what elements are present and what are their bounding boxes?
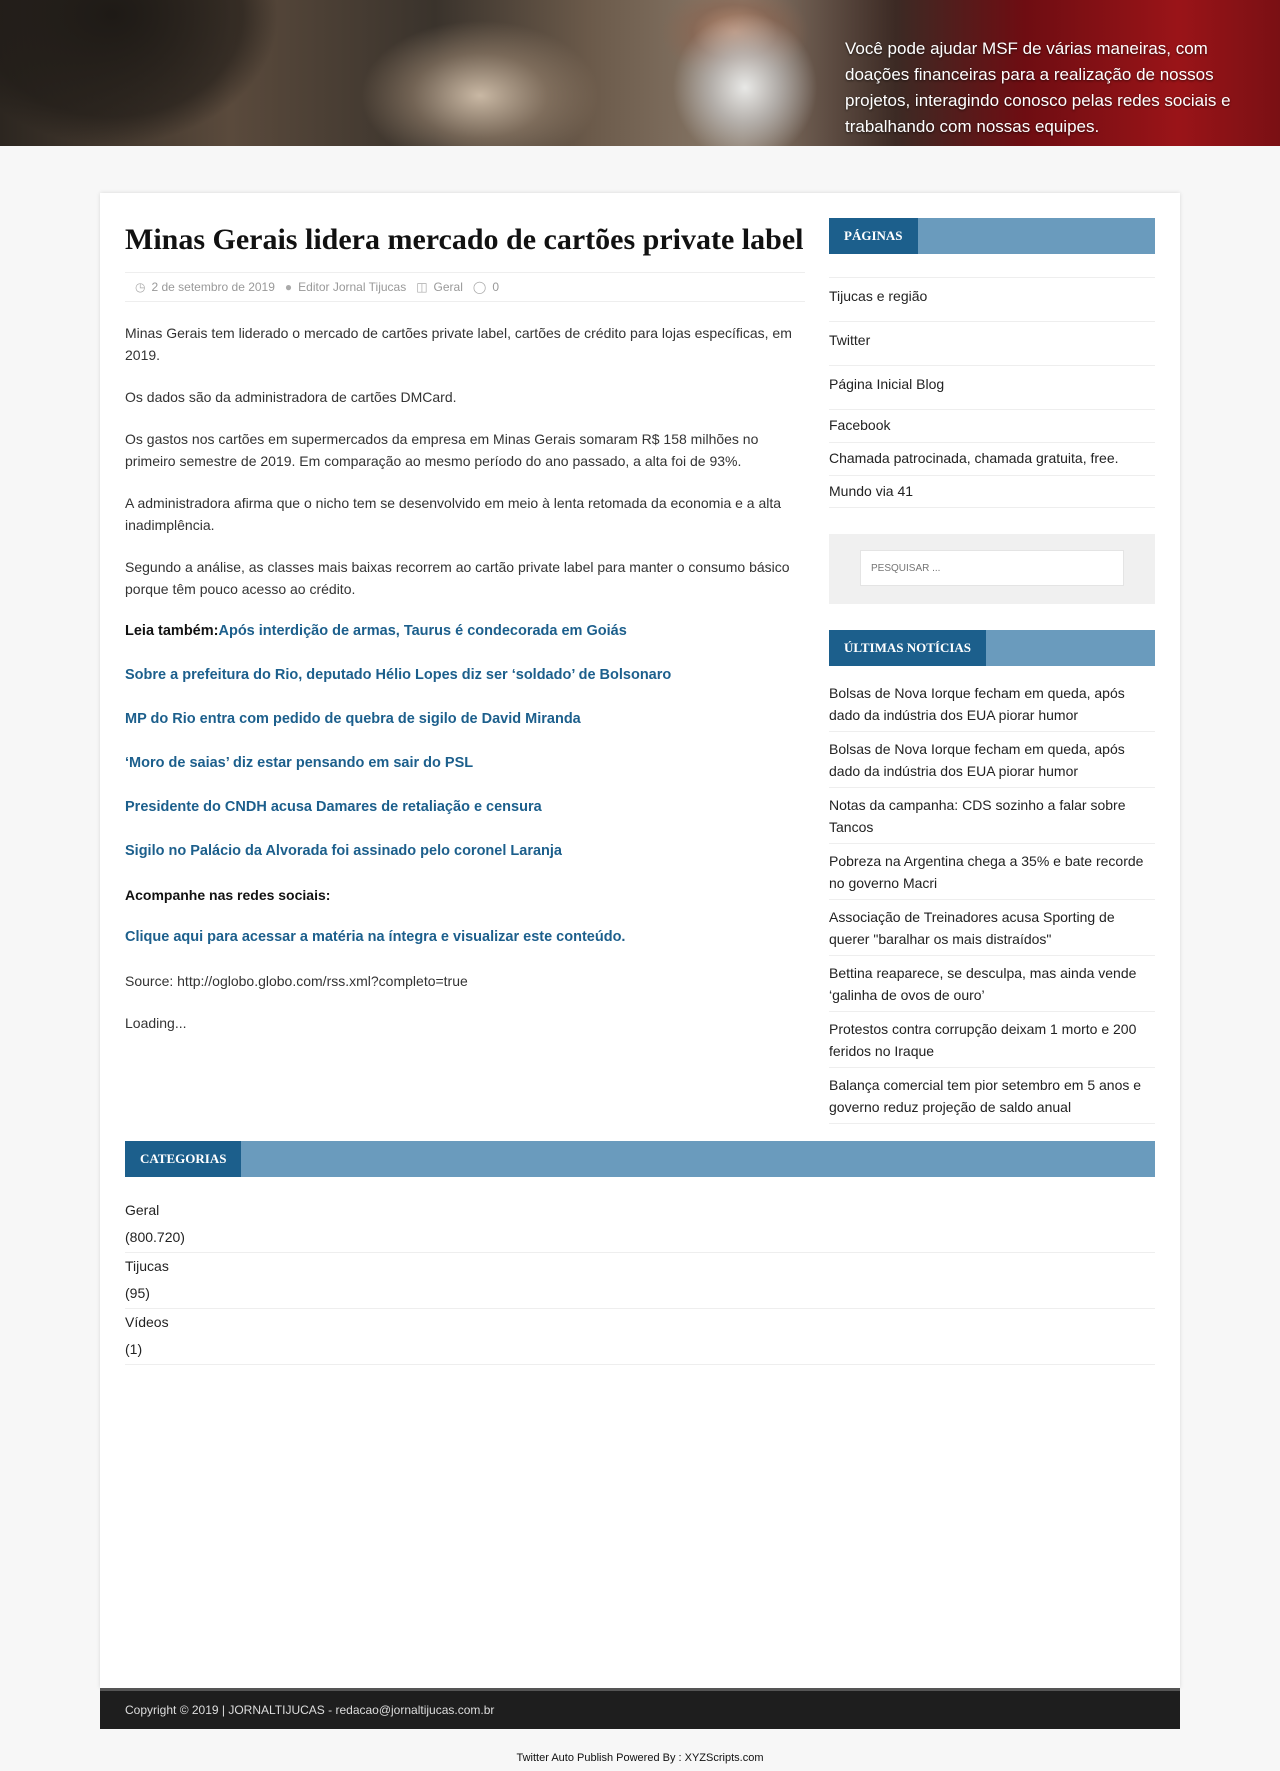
- related-link[interactable]: Sobre a prefeitura do Rio, deputado Hélio Lopes diz ser ‘soldado’ de Bolsonaro: [125, 667, 672, 683]
- news-link[interactable]: Balança comercial tem pior setembro em 5 anos e governo reduz projeção de saldo anual: [829, 1068, 1155, 1124]
- category-link[interactable]: Vídeos: [125, 1314, 169, 1330]
- news-link[interactable]: Bettina reaparece, se desculpa, mas ainda vende ‘galinha de ovos de ouro’: [829, 956, 1155, 1012]
- banner-photo-doctor-shirt: [660, 0, 830, 146]
- meta-comments-count[interactable]: 0: [492, 280, 500, 294]
- folder-icon: ◫: [416, 280, 428, 294]
- read-also: [125, 620, 805, 642]
- page-link[interactable]: Facebook: [829, 409, 1155, 442]
- related-link[interactable]: Sigilo no Palácio da Alvorada foi assinado pelo coronel Laranja: [125, 843, 562, 859]
- article-meta: [125, 272, 805, 302]
- page-link[interactable]: Mundo via 41: [829, 475, 1155, 508]
- article-paragraph: Minas Gerais tem liderado o mercado de cartões private label, cartões de crédito para lojas específicas, em 2019.: [125, 325, 792, 363]
- comment-icon: ◯: [472, 280, 487, 294]
- news-link[interactable]: Bolsas de Nova Iorque fecham em queda, após dado da indústria dos EUA piorar humor: [829, 676, 1155, 732]
- banner-photo-shadow: [0, 0, 280, 146]
- related-link[interactable]: Presidente do CNDH acusa Damares de retaliação e censura: [125, 799, 542, 815]
- news-widget-title: [829, 630, 1155, 666]
- article-paragraph: A administradora afirma que o nicho tem se desenvolvido em meio à lenta retomada da economia e a alta inadimplência.: [125, 495, 782, 533]
- source-text: Source: http://oglobo.globo.com/rss.xml?completo=true: [125, 973, 468, 989]
- news-widget-title-text: ÚLTIMAS NOTÍCIAS: [829, 630, 986, 666]
- follow-label: Acompanhe nas redes sociais:: [125, 887, 331, 903]
- meta-date-text: 2 de setembro de 2019: [151, 280, 275, 294]
- categories-widget: [125, 1141, 1155, 1365]
- article-paragraph: Os gastos nos cartões em supermercados da empresa em Minas Gerais somaram R$ 158 milhões no primeiro semestre de 2019. Em comparação ao mesmo período do ano passado, a alta foi de 93%.: [125, 431, 759, 469]
- related-link[interactable]: ‘Moro de saias’ diz estar pensando em sair do PSL: [125, 755, 474, 771]
- article: [125, 219, 805, 1054]
- news-link[interactable]: Pobreza na Argentina chega a 35% e bate recorde no governo Macri: [829, 844, 1155, 900]
- clock-icon: ◷: [135, 280, 146, 294]
- loading-text: Loading...: [125, 1015, 187, 1031]
- meta-category-text[interactable]: Geral: [433, 280, 463, 294]
- article-paragraph: Os dados são da administradora de cartões DMCard.: [125, 389, 457, 405]
- meta-date: [135, 280, 275, 294]
- article-title: Minas Gerais lidera mercado de cartões private label: [125, 223, 804, 256]
- powered-by[interactable]: Twitter Auto Publish Powered By : XYZScripts.com: [516, 1752, 764, 1764]
- article-body: [125, 322, 805, 1034]
- read-also-label: Leia também:: [125, 623, 219, 639]
- category-count: (1): [125, 1341, 143, 1357]
- meta-author[interactable]: [285, 280, 406, 294]
- footer-copyright: Copyright © 2019 | JORNALTIJUCAS - redacao@jornaltijucas.com.br: [125, 1703, 495, 1717]
- banner-photo-patient: [360, 20, 600, 146]
- category-link[interactable]: Geral: [125, 1202, 160, 1218]
- related-link[interactable]: MP do Rio entra com pedido de quebra de sigilo de David Miranda: [125, 711, 581, 727]
- news-link[interactable]: Protestos contra corrupção deixam 1 morto e 200 feridos no Iraque: [829, 1012, 1155, 1068]
- user-icon: ●: [284, 280, 293, 294]
- category-item: [125, 1253, 1155, 1309]
- banner-text: Você pode ajudar MSF de várias maneiras, com doações financeiras para a realização de nossos projetos, interagindo conosco pelas redes sociais e trabalhando com nossas equipes.: [845, 39, 1231, 136]
- categories-widget-title: [125, 1141, 1155, 1177]
- related-link[interactable]: Após interdição de armas, Taurus é condecorada em Goiás: [218, 623, 627, 639]
- pages-widget-title: [829, 218, 1155, 254]
- categories-widget-title-text: CATEGORIAS: [125, 1141, 241, 1177]
- category-count: (800.720): [125, 1229, 185, 1245]
- full-article-link[interactable]: Clique aqui para acessar a matéria na íntegra e visualizar este conteúdo.: [125, 929, 626, 945]
- news-link[interactable]: Associação de Treinadores acusa Sporting de querer "baralhar os mais distraídos": [829, 900, 1155, 956]
- search-input[interactable]: [860, 550, 1124, 586]
- page-link[interactable]: Tijucas e região: [829, 277, 1155, 321]
- sidebar: [829, 218, 1155, 1124]
- news-link[interactable]: Notas da campanha: CDS sozinho a falar sobre Tancos: [829, 788, 1155, 844]
- category-item: [125, 1309, 1155, 1365]
- categories-list: [125, 1197, 1155, 1365]
- page-link[interactable]: Chamada patrocinada, chamada gratuita, free.: [829, 442, 1155, 475]
- pages-list: [829, 277, 1155, 508]
- page-link[interactable]: Página Inicial Blog: [829, 365, 1155, 409]
- footer: [100, 1688, 1180, 1729]
- page-link[interactable]: Twitter: [829, 321, 1155, 365]
- meta-category[interactable]: [416, 280, 463, 294]
- category-item: [125, 1197, 1155, 1253]
- article-paragraph: Segundo a análise, as classes mais baixas recorrem ao cartão private label para manter o consumo básico porque têm pouco acesso ao crédito.: [125, 559, 790, 597]
- pages-widget-title-text: PÁGINAS: [829, 218, 918, 254]
- latest-news-list: [829, 676, 1155, 1124]
- news-link[interactable]: Bolsas de Nova Iorque fecham em queda, após dado da indústria dos EUA piorar humor: [829, 732, 1155, 788]
- main-content-card: [100, 193, 1180, 1688]
- category-count: (95): [125, 1285, 150, 1301]
- meta-author-text[interactable]: Editor Jornal Tijucas: [298, 280, 407, 294]
- header-banner[interactable]: [0, 0, 1280, 146]
- category-link[interactable]: Tijucas: [125, 1258, 169, 1274]
- meta-comments[interactable]: [473, 280, 499, 294]
- search-widget: [829, 534, 1155, 604]
